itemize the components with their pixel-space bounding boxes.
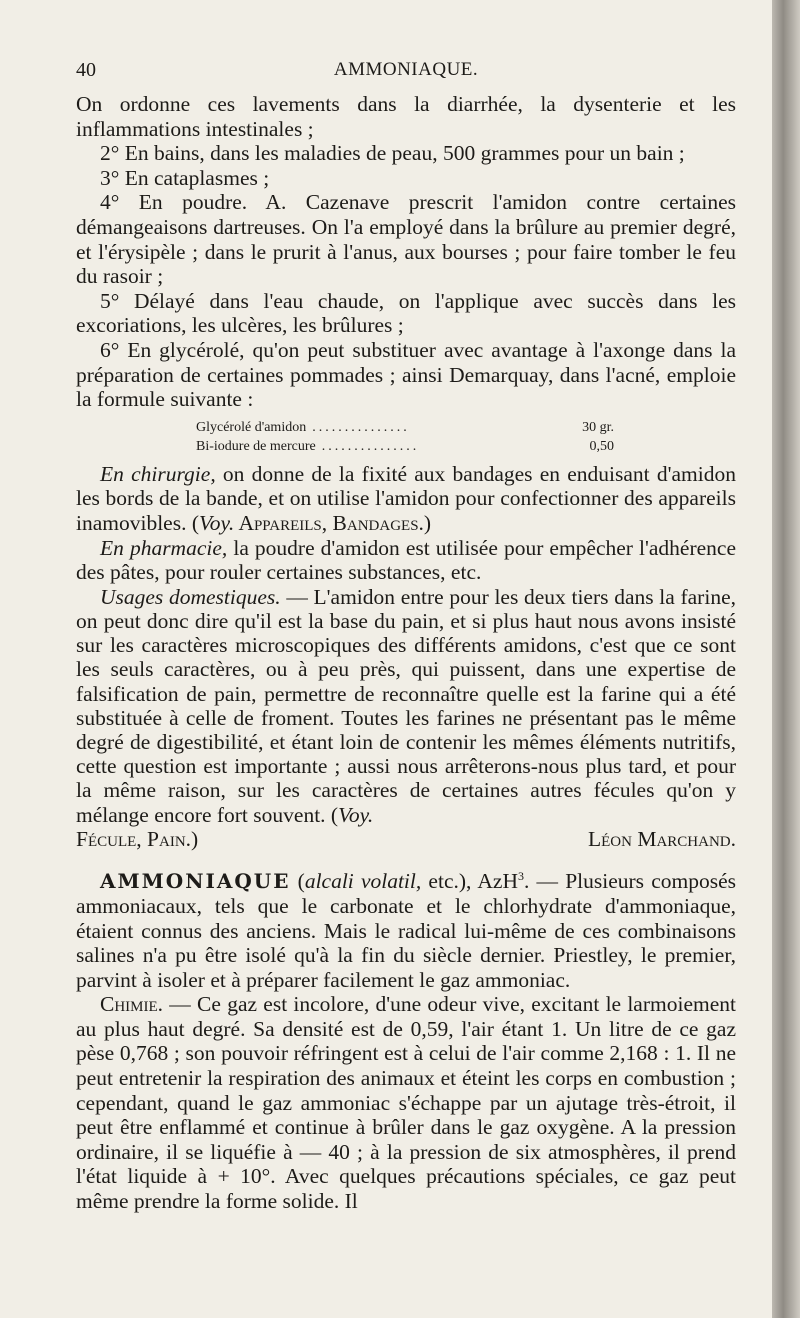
- entry-formula-sup: 3: [517, 869, 524, 884]
- formula-block: [196, 418, 614, 456]
- chirurgie-refs: Appareils, Bandages.: [234, 510, 424, 535]
- entry-gloss: alcali volatil,: [304, 869, 422, 894]
- paragraph-poudre: 4° En poudre. A. Cazenave prescrit l'amidon contre certaines démangeaisons dartreuses. On l'a employé dans la brûlure au premier degré, et l'érysipèle ; dans le prurit à l'anus, aux bourses ; pour faire tomber le feu du rasoir ;: [76, 190, 736, 289]
- entry-headword: AMMONIAQUE: [100, 869, 291, 894]
- formula-quantity: 0,50: [589, 438, 614, 454]
- paragraph-lavements: On ordonne ces lavements dans la diarrhée, la dysenterie et les inflammations intestinales ;: [76, 92, 736, 141]
- formula-dots: ...............: [312, 419, 410, 435]
- signature-line: [76, 827, 736, 852]
- formula-ingredient: Glycérolé d'amidon: [196, 419, 307, 435]
- paragraph-chimie: [76, 992, 736, 1213]
- section-gap: [76, 851, 736, 869]
- chirurgie-text: on donne de la fixité aux bandages en enduisant d'amidon les bords de la bande, et on utilise l'amidon pour confectionner des appareils inamovibles. (: [76, 461, 736, 535]
- usages-text: — L'amidon entre pour les deux tiers dans la farine, on peut donc dire qu'il est la base du pain, et si plus haut nous avons insisté sur les caractères microscopiques des différents amidons, c'est que ce sont les seuls caractères, ou à peu près, qui puissent, dans une expertise de falsification de pain, permettre de reconnaître quelle est la farine qui a été substituée à celle de froment. Toutes les farines ne présentant pas le même degré de digestibilité, et étant loin de contenir les mêmes éléments nutritifs, cette question est importante ; aussi nous arrêterons-nous plus tard, et pour la même raison, sur les caractères de certaines autres fécules qu'on y mélange encore fort souvent. (: [76, 584, 736, 827]
- chirurgie-close: ): [423, 510, 432, 535]
- entry-paren: (: [290, 869, 305, 894]
- usages-lead: Usages domestiques.: [100, 584, 281, 609]
- page-number: 40: [76, 59, 96, 81]
- paragraph-bains: 2° En bains, dans les maladies de peau, 500 grammes pour un bain ;: [100, 141, 685, 166]
- entry-text: . — Plusieurs composés ammoniacaux, tels que le carbonate et le chlorhydrate d'ammoniaque, étaient connus des anciens. Mais le radical lui-même de ces combinaisons salines n'a pu être isolé qu'à la fin du siècle dernier. Priestley, le premier, parvint à isoler et à préparer facilement le gaz ammoniac.: [76, 869, 736, 992]
- entry-ammoniaque: [76, 869, 736, 992]
- formula-row: [196, 418, 614, 437]
- chimie-text: — Ce gaz est incolore, d'une odeur vive, excitant le larmoiement au plus haut degré. Sa densité est de 0,59, l'air étant 1. Un litre de ce gaz pèse 0,768 ; son pouvoir réfringent est à celui de l'air comme 2,168 : 1. Il ne peut entretenir la respiration des animaux et éteint les corps en combustion ; cependant, quand le gaz ammoniac s'échappe par un ajutage très-étroit, il peut être enflammé et continue à brûler dans le gaz oxygène. A la pression ordinaire, il se liquéfie à — 40 ; à la pression de six atmosphères, il prend l'état liquide à + 10°. Avec quelques précautions spéciales, ce gaz peut même prendre la forme solide. Il: [76, 992, 736, 1214]
- paragraph-pharmacie: [76, 536, 736, 585]
- pharmacie-lead: En pharmacie,: [100, 535, 228, 560]
- paragraph-glycerole: 6° En glycérolé, qu'on peut substituer avec avantage à l'axonge dans la préparation de certaines pommades ; ainsi Demarquay, dans l'acné, emploie la formule suivante :: [76, 337, 736, 412]
- page-header: [76, 58, 736, 92]
- article-author: Léon Marchand.: [588, 826, 736, 851]
- running-title: AMMONIAQUE.: [333, 59, 479, 80]
- formula-ingredient: Bi-iodure de mercure: [196, 438, 316, 454]
- formula-dots: ...............: [321, 438, 420, 454]
- paragraph-cataplasmes: 3° En cataplasmes ;: [100, 165, 270, 190]
- signature-refs: Fécule, Pain.): [76, 826, 199, 851]
- page-content: [76, 58, 736, 1214]
- formula-row: [196, 437, 614, 456]
- page-edge: [772, 0, 800, 1318]
- usages-voy: Voy.: [338, 802, 374, 827]
- formula-quantity: 30 gr.: [582, 419, 614, 435]
- chirurgie-lead: En chirurgie,: [100, 461, 216, 486]
- chirurgie-voy: Voy.: [199, 510, 235, 535]
- paragraph-usages: [76, 585, 736, 827]
- paragraph-chirurgie: [76, 462, 736, 536]
- pharmacie-text: la poudre d'amidon est utilisée pour empêcher l'adhérence des pâtes, pour rouler certaines substances, etc.: [76, 535, 736, 585]
- chimie-lead: Chimie.: [100, 992, 164, 1017]
- entry-formula: etc.), AzH: [421, 869, 518, 894]
- paragraph-delaye: 5° Délayé dans l'eau chaude, on l'applique avec succès dans les excoriations, les ulcères, les brûlures ;: [76, 288, 736, 338]
